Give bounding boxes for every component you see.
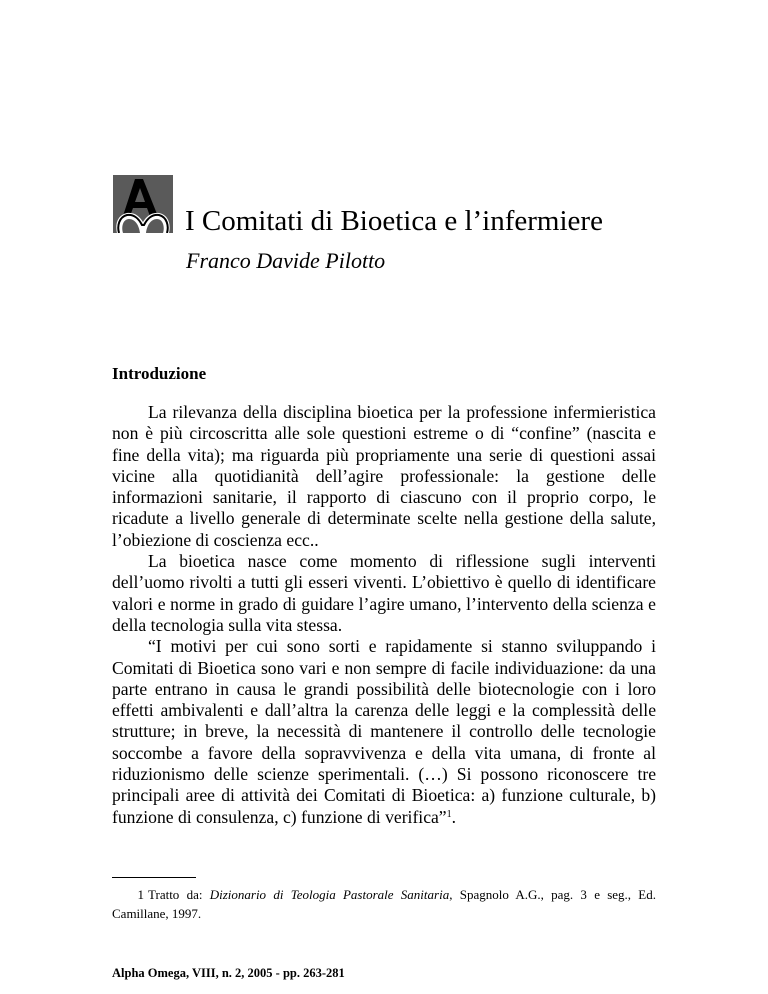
article-body: [112, 402, 656, 828]
footnote-source-title: Dizionario di Teologia Pastorale Sanitaria: [209, 887, 450, 902]
paragraph: La bioetica nasce come momento di riflessione sugli interventi dell’uomo rivolti a tutti gli esseri viventi. L’obiettivo è quello di identificare valori e norme in grado di guidare l’agire umano, l’intervento della scienza e della tecnologia sulla vita stessa.: [112, 551, 656, 635]
footnote-number: 1: [137, 887, 144, 902]
footnote-prefix: Tratto da:: [148, 887, 210, 902]
footnote: [112, 885, 656, 923]
article-author: Franco Davide Pilotto: [186, 248, 386, 273]
section-heading: Introduzione: [112, 364, 207, 383]
footnote-suffix: , Spagnolo A.G., pag. 3 e seg., Ed. Camillane, 1997.: [112, 887, 657, 921]
footnote-reference[interactable]: 1: [446, 808, 452, 820]
journal-citation: Alpha Omega, VIII, n. 2, 2005 - pp. 263-281: [112, 966, 345, 980]
paragraph: “I motivi per cui sono sorti e rapidamente si stanno sviluppando i Comitati di Bioetica sono vari e non sempre di facile individuazione: da una parte entrano in causa le grandi possibilità delle biotecnologie con i loro effetti ambivalenti e dall’altra la carenza delle leggi e la complessità delle strutture; in breve, la necessità di mantenere il controllo delle tecnologie soccombe a favore della sopravvivenza e della vita umana, di fronte al riduzionismo delle scienze sperimentali. (…) Si possono riconoscere tre principali aree di attività dei Comitati di Bioetica: a) funzione culturale, b) funzione di consulenza, c) funzione di verifica”$^1$.: [112, 636, 656, 827]
article-title: I Comitati di Bioetica e l’infermiere: [185, 205, 603, 237]
alpha-omega-logo: [113, 175, 173, 233]
footnote-divider: [112, 877, 196, 878]
paragraph: La rilevanza della disciplina bioetica per la professione infermieristica non è più circoscritta alle sole questioni estreme o di “confine” (nascita e fine della vita); ma riguarda più propriamente una serie di questioni assai vicine alla quotidianità dell’agire professionale: la gestione delle informazioni sanitarie, il rapporto di ciascuno con il proprio corpo, le ricadute a livello generale di determinate scelte nella gestione della salute, l’obiezione di coscienza ecc..: [112, 402, 656, 550]
paragraph-text: “I motivi per cui sono sorti e rapidamente si stanno sviluppando i Comitati di Bioetica sono vari e non sempre di facile individuazione: da una parte entrano in causa le grandi possibilità delle biotecnologie con i loro effetti ambivalenti e dall’altra la carenza delle leggi e la complessità delle strutture; in breve, la necessità di mantenere il controllo delle tecnologie soccombe a favore della sopravvivenza e della vita umana, di fronte al riduzionismo delle scienze sperimentali. (…) Si possono riconoscere tre principali aree di attività dei Comitati di Bioetica: a) funzione culturale, b) funzione di consulenza, c) funzione di verifica”: [112, 636, 656, 827]
